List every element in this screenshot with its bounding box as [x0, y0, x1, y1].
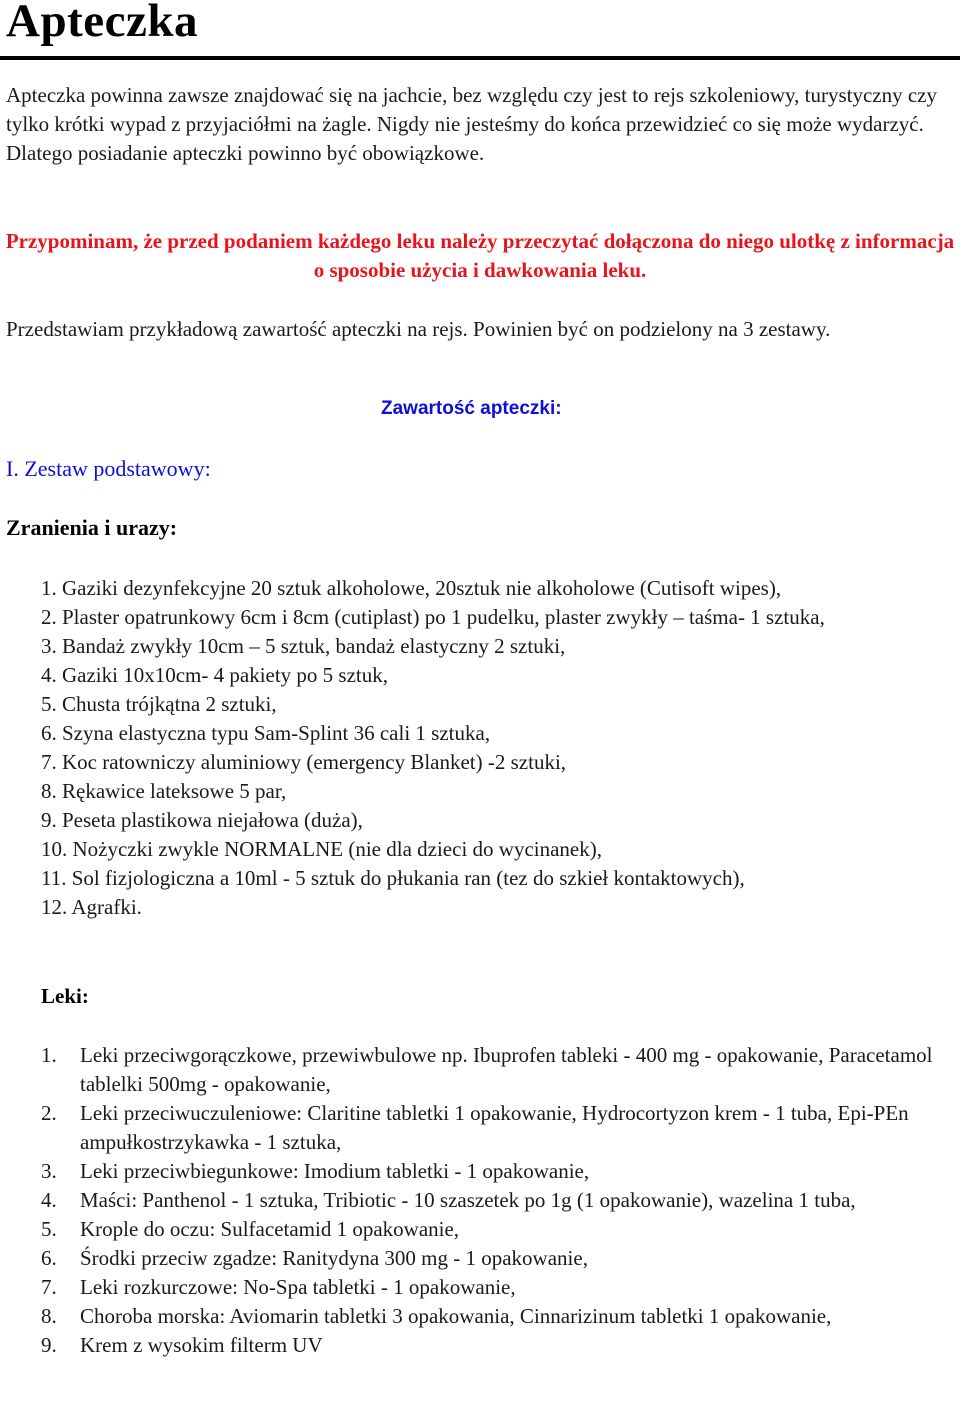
list-item [41, 1302, 959, 1331]
set-heading: I. Zestaw podstawowy: [6, 456, 211, 481]
list-text: Leki przeciwgorączkowe, przewiwbulowe np. Ibuprofen tableki - 400 mg - opakowanie, Paracetamol tablelki 500mg - opakowanie, [80, 1043, 933, 1096]
list-item [41, 1244, 959, 1273]
injuries-list [41, 574, 956, 922]
list-item: 8. Rękawice lateksowe 5 par, [41, 779, 287, 803]
list-item [41, 1273, 959, 1302]
list-item: 12. Agrafki. [41, 895, 142, 919]
list-number: 2. [41, 1101, 57, 1125]
list-text: Środki przeciw zgadze: Ranitydyna 300 mg - 1 opakowanie, [80, 1246, 588, 1270]
injuries-heading: Zranienia i urazy: [6, 515, 178, 540]
list-item: 2. Plaster opatrunkowy 6cm i 8cm (cutiplast) po 1 pudelku, plaster zwykły – taśma- 1 sztuka, [41, 605, 825, 629]
meds-list [41, 1041, 959, 1360]
list-number: 1. [41, 1043, 57, 1067]
list-number: 9. [41, 1333, 57, 1357]
list-number: 6. [41, 1246, 57, 1270]
presentation-paragraph: Przedstawiam przykładową zawartość apteczki na rejs. Powinien być on podzielony na 3 zestawy. [6, 317, 831, 341]
list-item [41, 1041, 959, 1099]
list-item: 1. Gaziki dezynfekcyjne 20 sztuk alkoholowe, 20sztuk nie alkoholowe (Cutisoft wipes), [41, 576, 782, 600]
list-item: 4. Gaziki 10x10cm- 4 pakiety po 5 sztuk, [41, 663, 389, 687]
list-item: 11. Sol fizjologiczna a 10ml - 5 sztuk do płukania ran (tez do szkieł kontaktowych), [41, 866, 745, 890]
list-item [41, 1331, 959, 1360]
list-number: 4. [41, 1188, 57, 1212]
list-item [41, 1215, 959, 1244]
list-number: 8. [41, 1304, 57, 1328]
list-item: 5. Chusta trójkątna 2 sztuki, [41, 692, 277, 716]
list-item: 6. Szyna elastyczna typu Sam-Splint 36 cali 1 sztuka, [41, 721, 491, 745]
title-rule [0, 56, 960, 60]
list-text: Leki przeciwbiegunkowe: Imodium tabletki - 1 opakowanie, [80, 1159, 590, 1183]
intro-paragraph: Apteczka powinna zawsze znajdować się na jachcie, bez względu czy jest to rejs szkoleniowy, turystyczny czy tylko krótki wypad z przyjaciółmi na żagle. Nigdy nie jesteśmy do końca przewidzieć co się może wydarzyć. Dlatego posiadanie apteczki powinno być obowiązkowe. [6, 83, 938, 165]
meds-heading: Leki: [41, 984, 89, 1008]
list-number: 5. [41, 1217, 57, 1241]
list-text: Choroba morska: Aviomarin tabletki 3 opakowania, Cinnarizinum tabletki 1 opakowanie, [80, 1304, 832, 1328]
list-item [41, 1186, 959, 1215]
list-text: Krem z wysokim filterm UV [80, 1333, 323, 1357]
list-item [41, 1157, 959, 1186]
list-text: Maści: Panthenol - 1 sztuka, Tribiotic - 10 szaszetek po 1g (1 opakowanie), wazelina 1 tuba, [80, 1188, 856, 1212]
list-number: 3. [41, 1159, 57, 1183]
list-item: 10. Nożyczki zwykle NORMALNE (nie dla dzieci do wycinanek), [41, 837, 602, 861]
list-item: 3. Bandaż zwykły 10cm – 5 sztuk, bandaż elastyczny 2 sztuki, [41, 634, 566, 658]
list-item: 9. Peseta plastikowa niejałowa (duża), [41, 808, 363, 832]
list-item [41, 1099, 959, 1157]
list-number: 7. [41, 1275, 57, 1299]
contents-heading: Zawartość apteczki: [381, 398, 562, 419]
warning-paragraph: Przypominam, że przed podaniem każdego leku należy przeczytać dołączona do niego ulotkę z informacja o sposobie użycia i dawkowania leku. [5, 229, 955, 282]
page-title: Apteczka [6, 0, 198, 47]
list-text: Leki przeciwuczuleniowe: Claritine tabletki 1 opakowanie, Hydrocortyzon krem - 1 tuba, Epi-PEn ampułkostrzykawka - 1 sztuka, [80, 1101, 909, 1154]
list-item: 7. Koc ratowniczy aluminiowy (emergency Blanket) -2 sztuki, [41, 750, 567, 774]
list-text: Krople do oczu: Sulfacetamid 1 opakowanie, [80, 1217, 460, 1241]
list-text: Leki rozkurczowe: No-Spa tabletki - 1 opakowanie, [80, 1275, 516, 1299]
